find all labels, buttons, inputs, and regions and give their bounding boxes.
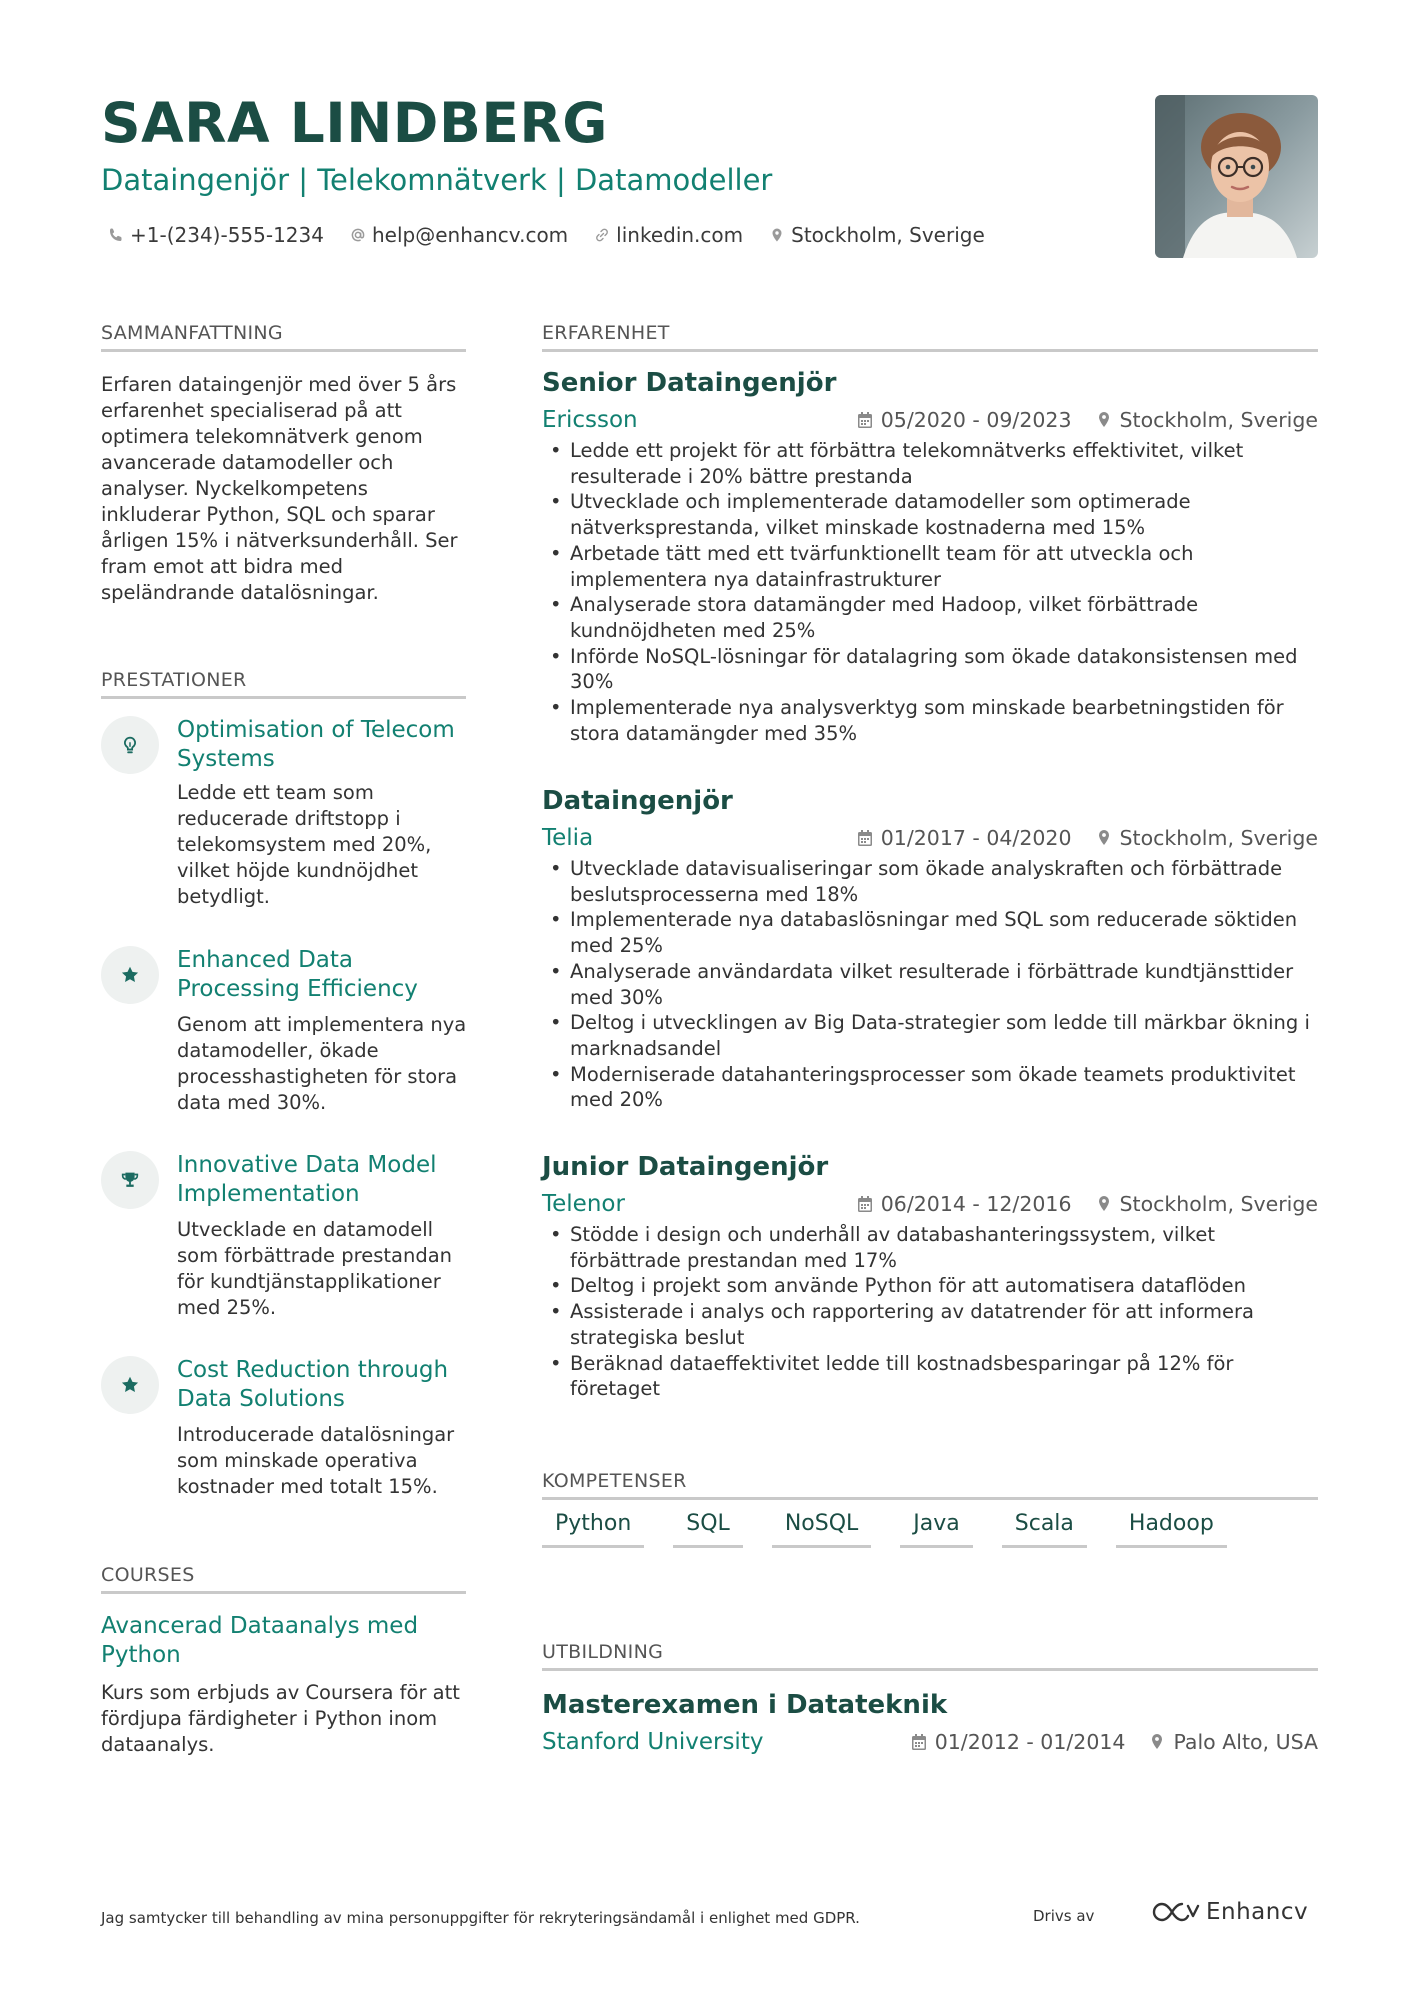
job-title: Junior Dataingenjör xyxy=(542,1152,829,1182)
company-name: Telenor xyxy=(542,1191,625,1217)
location-text: Stockholm, Sverige xyxy=(791,223,985,247)
star-icon xyxy=(119,964,141,986)
skill-tag: NoSQL xyxy=(772,1508,871,1548)
skill-tag: SQL xyxy=(673,1508,743,1548)
achievement-icon-wrap xyxy=(101,1151,159,1209)
calendar-icon xyxy=(857,829,873,847)
phone-text: +1-(234)-555-1234 xyxy=(130,223,324,247)
bullet-item: • Stödde i design och underhåll av databashanteringssystem, vilket förbättrade prestandan med 17% xyxy=(542,1222,1318,1273)
bullet-item: • Utvecklade och implementerade datamodeller som optimerade nätverksprestanda, vilket minskade kostnaderna med 15% xyxy=(542,489,1318,540)
achievement-desc: Genom att implementera nya datamodeller, ökade processhastigheten för stora data med 30%. xyxy=(177,1013,467,1114)
summary-text: Erfaren dataingenjör med över 5 års erfarenhet specialiserad på att optimera telekomnätverk genom avancerade datamodeller och analyser. Nyckelkompetens inkluderar Python, SQL och sparar årligen 15% i nätverksunderhåll. Ser fram emot att bidra med speländrande datalösningar. xyxy=(101,373,458,604)
education-meta xyxy=(542,1726,1318,1758)
job-dates-text: 06/2014 - 12/2016 xyxy=(880,1192,1072,1216)
job-meta-right xyxy=(857,822,1318,854)
bullet-item: • Analyserade stora datamängder med Hadoop, vilket förbättrade kundnöjdheten med 25% xyxy=(542,592,1318,643)
profile-photo xyxy=(1155,95,1318,258)
bullet-item: • Deltog i utvecklingen av Big Data-strategier som ledde till märkbar ökning i marknadsandel xyxy=(542,1010,1318,1061)
job-location xyxy=(1096,1188,1318,1220)
education-dates-text: 01/2012 - 01/2014 xyxy=(934,1730,1126,1754)
job-dates xyxy=(857,822,1072,854)
achievement-desc: Introducerade datalösningar som minskade operativa kostnader med totalt 15%. xyxy=(177,1423,455,1498)
email-link[interactable]: help@enhancv.com xyxy=(371,223,569,247)
job-bullets xyxy=(542,1222,1318,1402)
section-heading-summary: SAMMANFATTNING xyxy=(101,321,466,352)
degree-title: Masterexamen i Datateknik xyxy=(542,1690,948,1720)
phone-icon xyxy=(108,227,124,243)
star-icon xyxy=(119,1374,141,1396)
achievement-title: Cost Reduction through Data Solutions xyxy=(177,1357,449,1412)
calendar-icon xyxy=(911,1733,927,1751)
map-pin-icon xyxy=(1096,411,1112,429)
job-title: Dataingenjör xyxy=(542,786,733,816)
company-name: Telia xyxy=(542,825,594,851)
enhancv-logo[interactable] xyxy=(1152,1898,1308,1926)
calendar-icon xyxy=(857,1195,873,1213)
bullet-item: • Implementerade nya analysverktyg som minskade bearbetningstiden för stora datamängder med 35% xyxy=(542,695,1318,746)
job-bullets xyxy=(542,856,1318,1113)
education-meta-right xyxy=(911,1726,1318,1758)
job-meta xyxy=(542,404,1318,436)
bullet-item: • Beräknad dataeffektivitet ledde till kostnadsbesparingar på 12% för företaget xyxy=(542,1351,1318,1402)
achievement-desc: Ledde ett team som reducerade driftstopp i telekomsystem med 20%, vilket höjde kundnöjdhet betydligt. xyxy=(177,781,432,908)
map-pin-icon xyxy=(769,227,785,243)
map-pin-icon xyxy=(1149,1733,1165,1751)
gdpr-consent-text: Jag samtycker till behandling av mina personuppgifter för rekryteringsändamål i enlighet med GDPR. xyxy=(101,1909,860,1927)
at-icon xyxy=(350,227,366,243)
bullet-item: • Assisterade i analys och rapportering av datatrender för att informera strategiska beslut xyxy=(542,1299,1318,1350)
job-entry xyxy=(542,366,1318,746)
map-pin-icon xyxy=(1096,829,1112,847)
candidate-name: SARA LINDBERG xyxy=(101,91,608,155)
link-icon xyxy=(594,227,610,243)
bullet-item: • Analyserade användardata vilket resulterade i förbättrade kundtjänsttider med 30% xyxy=(542,959,1318,1010)
powered-by-label: Drivs av xyxy=(1033,1907,1095,1925)
achievement-icon-wrap xyxy=(101,716,159,774)
section-heading-courses: COURSES xyxy=(101,1563,466,1594)
achievement-icon-wrap xyxy=(101,946,159,1004)
bullet-item: • Ledde ett projekt för att förbättra telekomnätverks effektivitet, vilket resulterade i 20% bättre prestanda xyxy=(542,438,1318,489)
contact-phone xyxy=(108,220,324,250)
contact-email[interactable] xyxy=(350,220,568,250)
achievement-icon-wrap xyxy=(101,1356,159,1414)
candidate-title: Dataingenjör | Telekomnätverk | Datamodeller xyxy=(101,163,773,197)
job-location-text: Stockholm, Sverige xyxy=(1119,408,1318,432)
job-meta-right xyxy=(857,404,1318,436)
job-entry xyxy=(542,784,1318,1113)
education-dates xyxy=(911,1726,1126,1758)
skill-tag: Java xyxy=(900,1508,972,1548)
section-heading-experience: ERFARENHET xyxy=(542,321,1318,352)
enhancv-brand-text: Enhancv xyxy=(1206,1899,1309,1925)
job-dates xyxy=(857,404,1072,436)
map-pin-icon xyxy=(1096,1195,1112,1213)
company-name: Ericsson xyxy=(542,407,638,433)
contact-bar xyxy=(108,220,985,250)
job-location xyxy=(1096,404,1318,436)
job-location-text: Stockholm, Sverige xyxy=(1119,826,1318,850)
bullet-item: • Arbetade tätt med ett tvärfunktionellt team för att utveckla och implementera nya datainfrastrukturer xyxy=(542,541,1318,592)
job-meta xyxy=(542,1188,1318,1220)
job-title: Senior Dataingenjör xyxy=(542,368,837,398)
bullet-item: • Införde NoSQL-lösningar för datalagring som ökade datakonsistensen med 30% xyxy=(542,644,1318,695)
job-dates-text: 01/2017 - 04/2020 xyxy=(880,826,1072,850)
achievement-title: Enhanced Data Processing Efficiency xyxy=(177,947,418,1002)
bullet-item: • Moderniserade datahanteringsprocesser som ökade teamets produktivitet med 20% xyxy=(542,1062,1318,1113)
skills-list xyxy=(542,1508,1227,1548)
job-dates xyxy=(857,1188,1072,1220)
job-dates-text: 05/2020 - 09/2023 xyxy=(880,408,1072,432)
job-entry xyxy=(542,1150,1318,1402)
job-location xyxy=(1096,822,1318,854)
lightbulb-icon xyxy=(119,734,141,756)
achievement-title: Innovative Data Model Implementation xyxy=(177,1152,437,1207)
job-location-text: Stockholm, Sverige xyxy=(1119,1192,1318,1216)
contact-linkedin[interactable] xyxy=(594,220,743,250)
linkedin-link[interactable]: linkedin.com xyxy=(616,223,744,247)
school-name: Stanford University xyxy=(542,1729,764,1755)
bullet-item: • Implementerade nya databaslösningar med SQL som reducerade söktiden med 25% xyxy=(542,907,1318,958)
education-entry xyxy=(542,1688,1318,1758)
skill-tag: Hadoop xyxy=(1116,1508,1227,1548)
course-title: Avancerad Dataanalys med Python xyxy=(101,1613,419,1668)
education-location xyxy=(1149,1726,1318,1758)
section-heading-education: UTBILDNING xyxy=(542,1640,1318,1671)
job-meta-right xyxy=(857,1188,1318,1220)
education-location-text: Palo Alto, USA xyxy=(1173,1730,1318,1754)
contact-location xyxy=(769,220,985,250)
section-heading-skills: KOMPETENSER xyxy=(542,1469,1318,1500)
calendar-icon xyxy=(857,411,873,429)
job-meta xyxy=(542,822,1318,854)
enhancv-logo-icon xyxy=(1152,1898,1200,1926)
job-bullets xyxy=(542,438,1318,746)
trophy-icon xyxy=(119,1169,141,1191)
bullet-item: • Deltog i projekt som använde Python för att automatisera dataflöden xyxy=(542,1273,1318,1299)
achievement-title: Optimisation of Telecom Systems xyxy=(177,717,455,772)
section-heading-achievements: PRESTATIONER xyxy=(101,668,466,699)
skill-tag: Scala xyxy=(1002,1508,1087,1548)
bullet-item: • Utvecklade datavisualiseringar som ökade analyskraften och förbättrade beslutsprocesserna med 18% xyxy=(542,856,1318,907)
skill-tag: Python xyxy=(542,1508,644,1548)
course-desc: Kurs som erbjuds av Coursera för att fördjupa färdigheter i Python inom dataanalys. xyxy=(101,1681,460,1756)
achievement-desc: Utvecklade en datamodell som förbättrade prestandan för kundtjänstapplikationer med 25%. xyxy=(177,1218,453,1319)
